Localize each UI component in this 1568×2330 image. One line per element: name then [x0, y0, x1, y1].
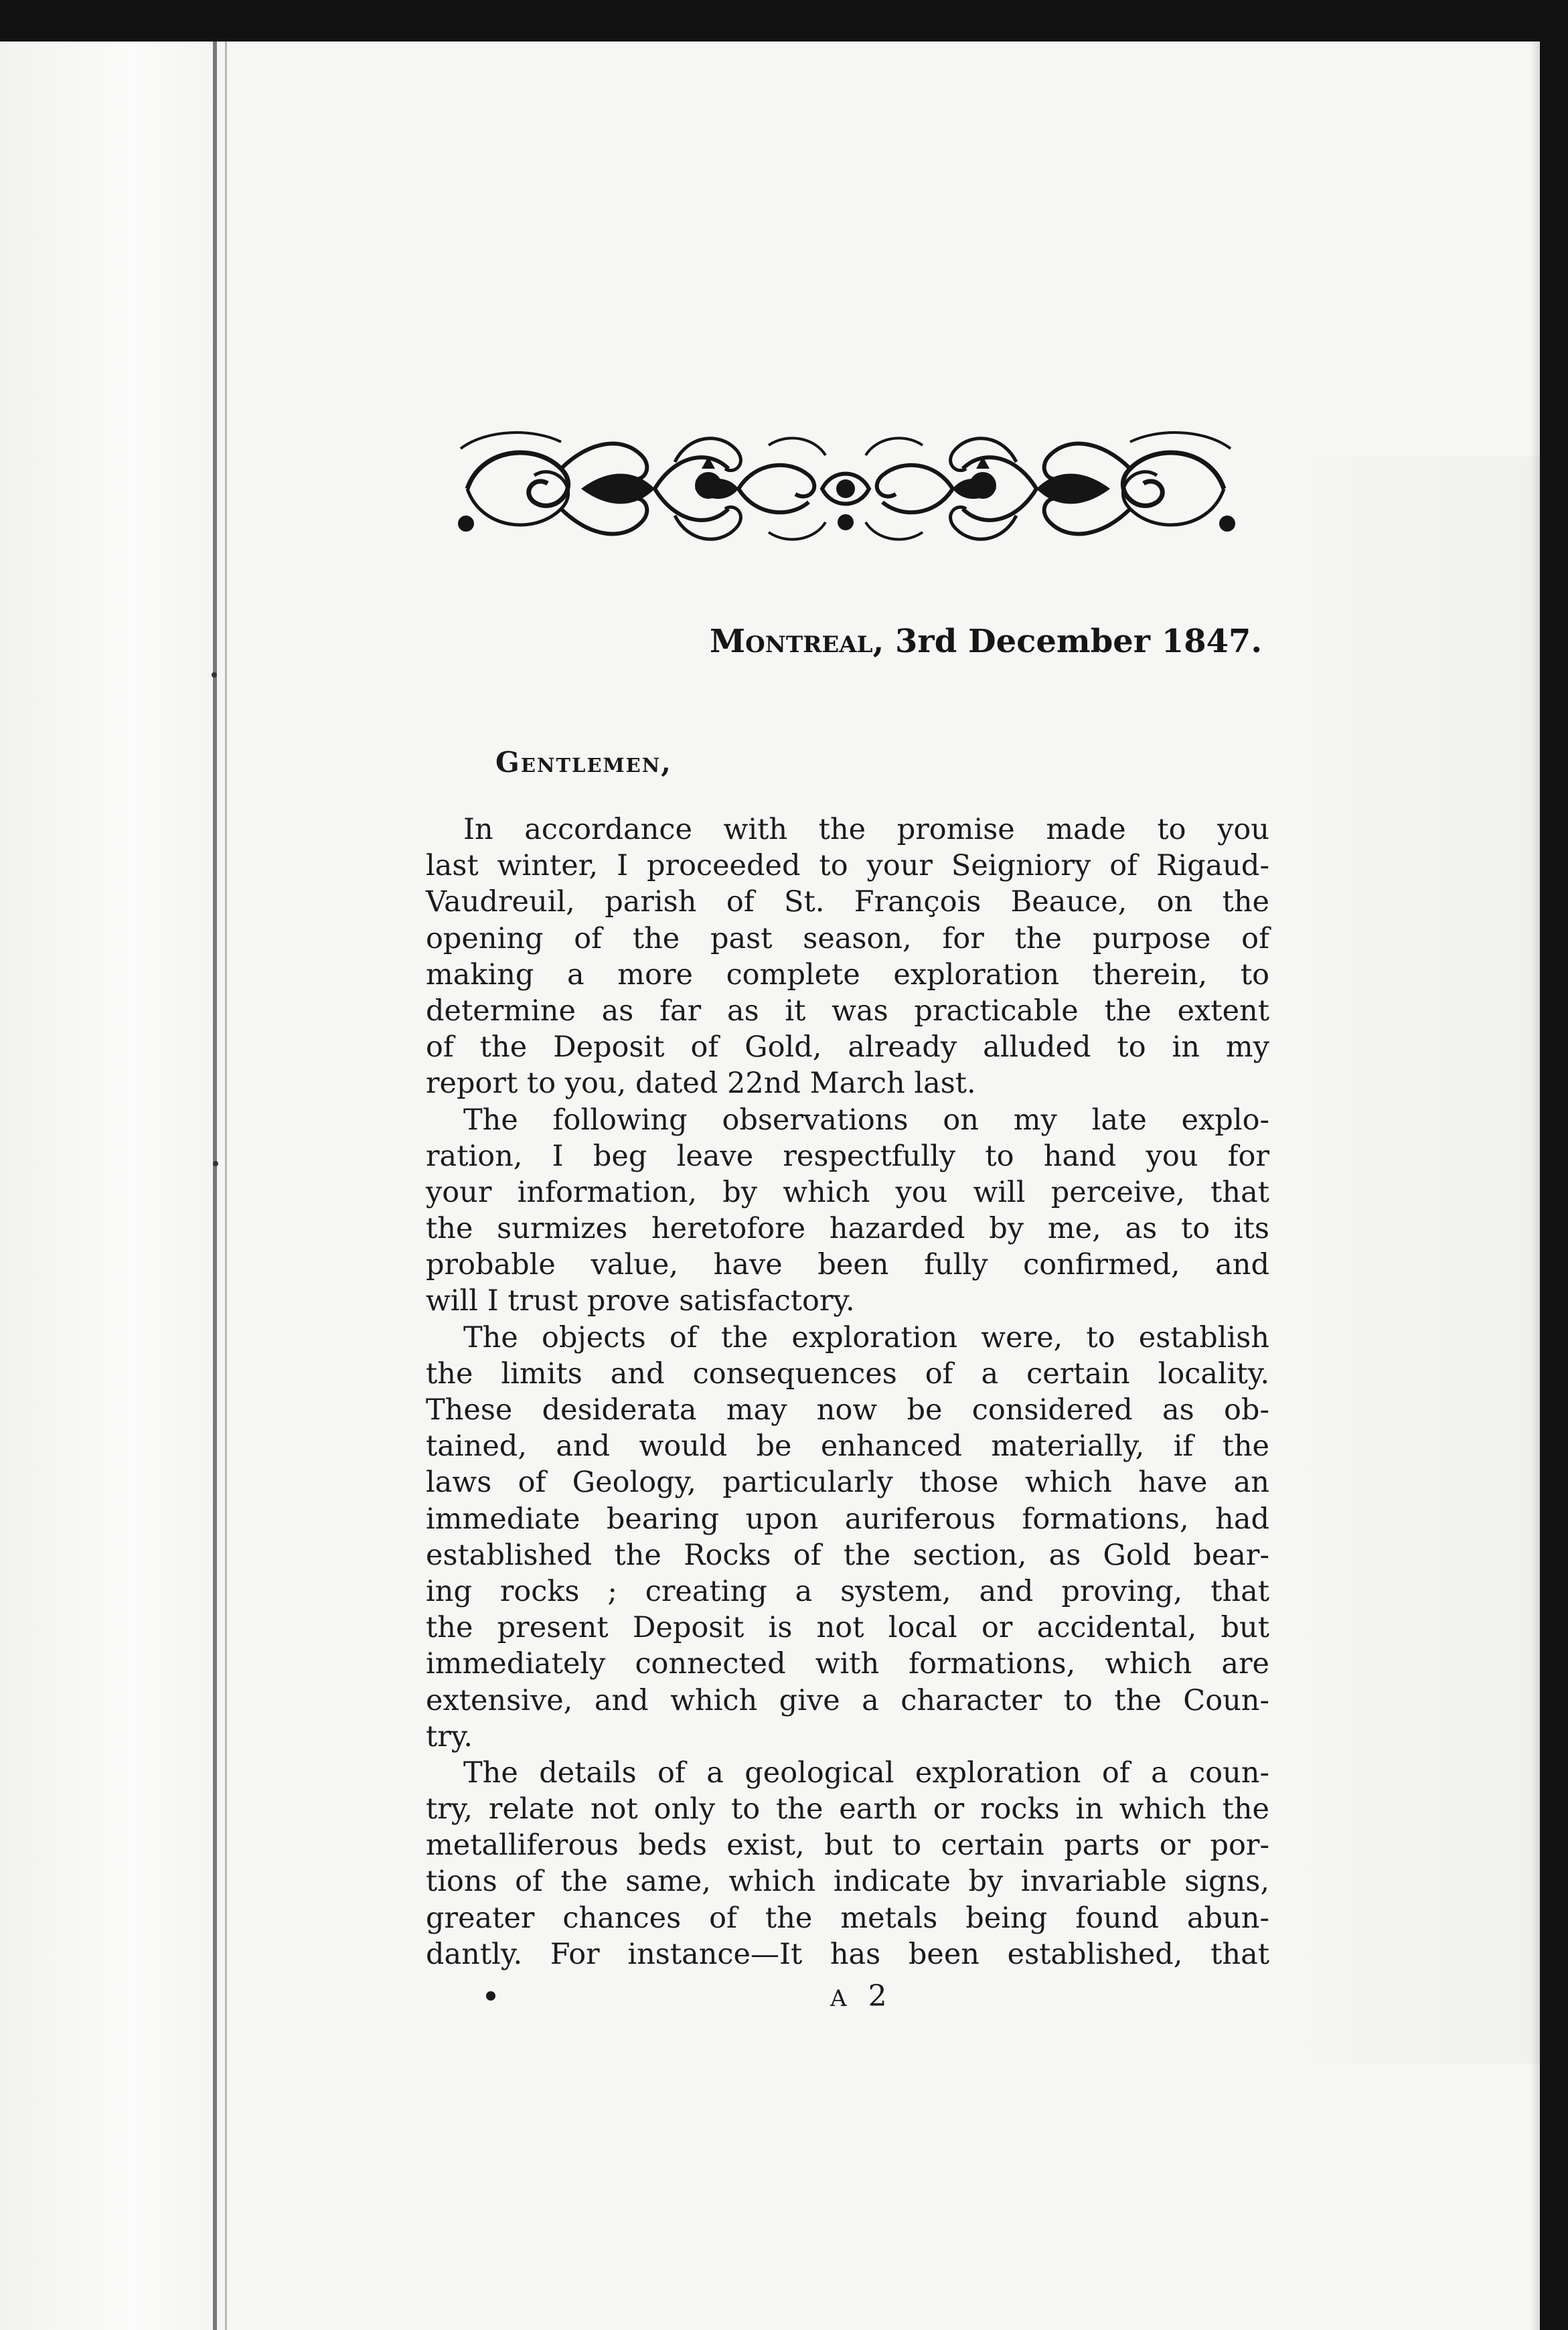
- gutter-rule: [213, 42, 217, 2330]
- text-line: immediate bearing upon auriferous formations, had: [426, 1502, 1269, 1536]
- paragraph: [426, 1320, 1269, 1755]
- show-through: [1285, 457, 1540, 2064]
- gutter-rule-secondary: [225, 42, 227, 2330]
- dateline: [710, 623, 1263, 660]
- text-line: try.: [426, 1719, 473, 1754]
- page-sheet: [0, 42, 1540, 2330]
- text-line: opening of the past season, for the purpose of: [426, 921, 1269, 955]
- text-line: last winter, I proceeded to your Seigniory of Rigaud-: [426, 849, 1269, 883]
- dateline-date: 3rd December 1847.: [895, 623, 1263, 660]
- margin-speck: [212, 672, 217, 678]
- text-line: tions of the same, which indicate by invariable signs,: [426, 1865, 1269, 1899]
- binding-margin: [0, 42, 221, 2330]
- text-line: greater chances of the metals being found abun-: [426, 1901, 1269, 1935]
- margin-speck: [213, 1161, 218, 1166]
- text-line: metalliferous beds exist, but to certain parts or por-: [426, 1829, 1269, 1863]
- text-line: extensive, and which give a character to the Coun-: [426, 1683, 1269, 1717]
- ornamental-headpiece: [447, 422, 1244, 556]
- text-line: tained, and would be enhanced materially, if the: [426, 1429, 1269, 1464]
- text-line: will I trust prove satisfactory.: [426, 1284, 855, 1318]
- text-line: of the Deposit of Gold, already alluded to in my: [426, 1030, 1269, 1065]
- signature-mark: A: [830, 1985, 847, 2012]
- text-line: ration, I beg leave respectfully to hand you for: [426, 1139, 1269, 1173]
- text-line: report to you, dated 22nd March last.: [426, 1067, 976, 1101]
- text-line: The details of a geological exploration of a coun-: [463, 1756, 1269, 1790]
- footer-mark: [486, 1991, 495, 2001]
- text-line: immediately connected with formations, which are: [426, 1647, 1269, 1681]
- text-line: the present Deposit is not local or accidental, but: [426, 1611, 1269, 1645]
- text-line: making a more complete exploration therein, to: [426, 957, 1269, 992]
- salutation: Gentlemen,: [495, 746, 672, 779]
- text-line: the limits and consequences of a certain locality.: [426, 1356, 1269, 1391]
- letter-body: [426, 811, 1269, 1972]
- page-footer: [830, 1979, 887, 2013]
- page-number: 2: [868, 1979, 887, 2013]
- text-line: ing rocks ; creating a system, and proving, that: [426, 1574, 1269, 1608]
- text-line: established the Rocks of the section, as Gold bear-: [426, 1538, 1269, 1572]
- text-line: try, relate not only to the earth or rocks in which the: [426, 1792, 1269, 1827]
- paragraph: [426, 1755, 1269, 1972]
- text-line: your information, by which you will perceive, that: [426, 1175, 1269, 1209]
- text-line: The following observations on my late explo-: [463, 1103, 1269, 1137]
- text-line: Vaudreuil, parish of St. François Beauce, on the: [426, 885, 1269, 919]
- text-line: probable value, have been fully confirmed, and: [426, 1248, 1269, 1282]
- text-line: dantly. For instance—It has been established, that: [426, 1937, 1269, 1971]
- text-line: These desiderata may now be considered as ob-: [426, 1393, 1269, 1427]
- paragraph: [426, 811, 1269, 1102]
- paragraph: [426, 1102, 1269, 1320]
- text-line: The objects of the exploration were, to establish: [463, 1320, 1269, 1354]
- dateline-place: Montreal,: [710, 623, 884, 660]
- text-line: the surmizes heretofore hazarded by me, as to its: [426, 1212, 1269, 1246]
- text-line: In accordance with the promise made to you: [463, 813, 1269, 846]
- text-line: laws of Geology, particularly those which have an: [426, 1466, 1269, 1500]
- text-line: determine as far as it was practicable the extent: [426, 994, 1269, 1028]
